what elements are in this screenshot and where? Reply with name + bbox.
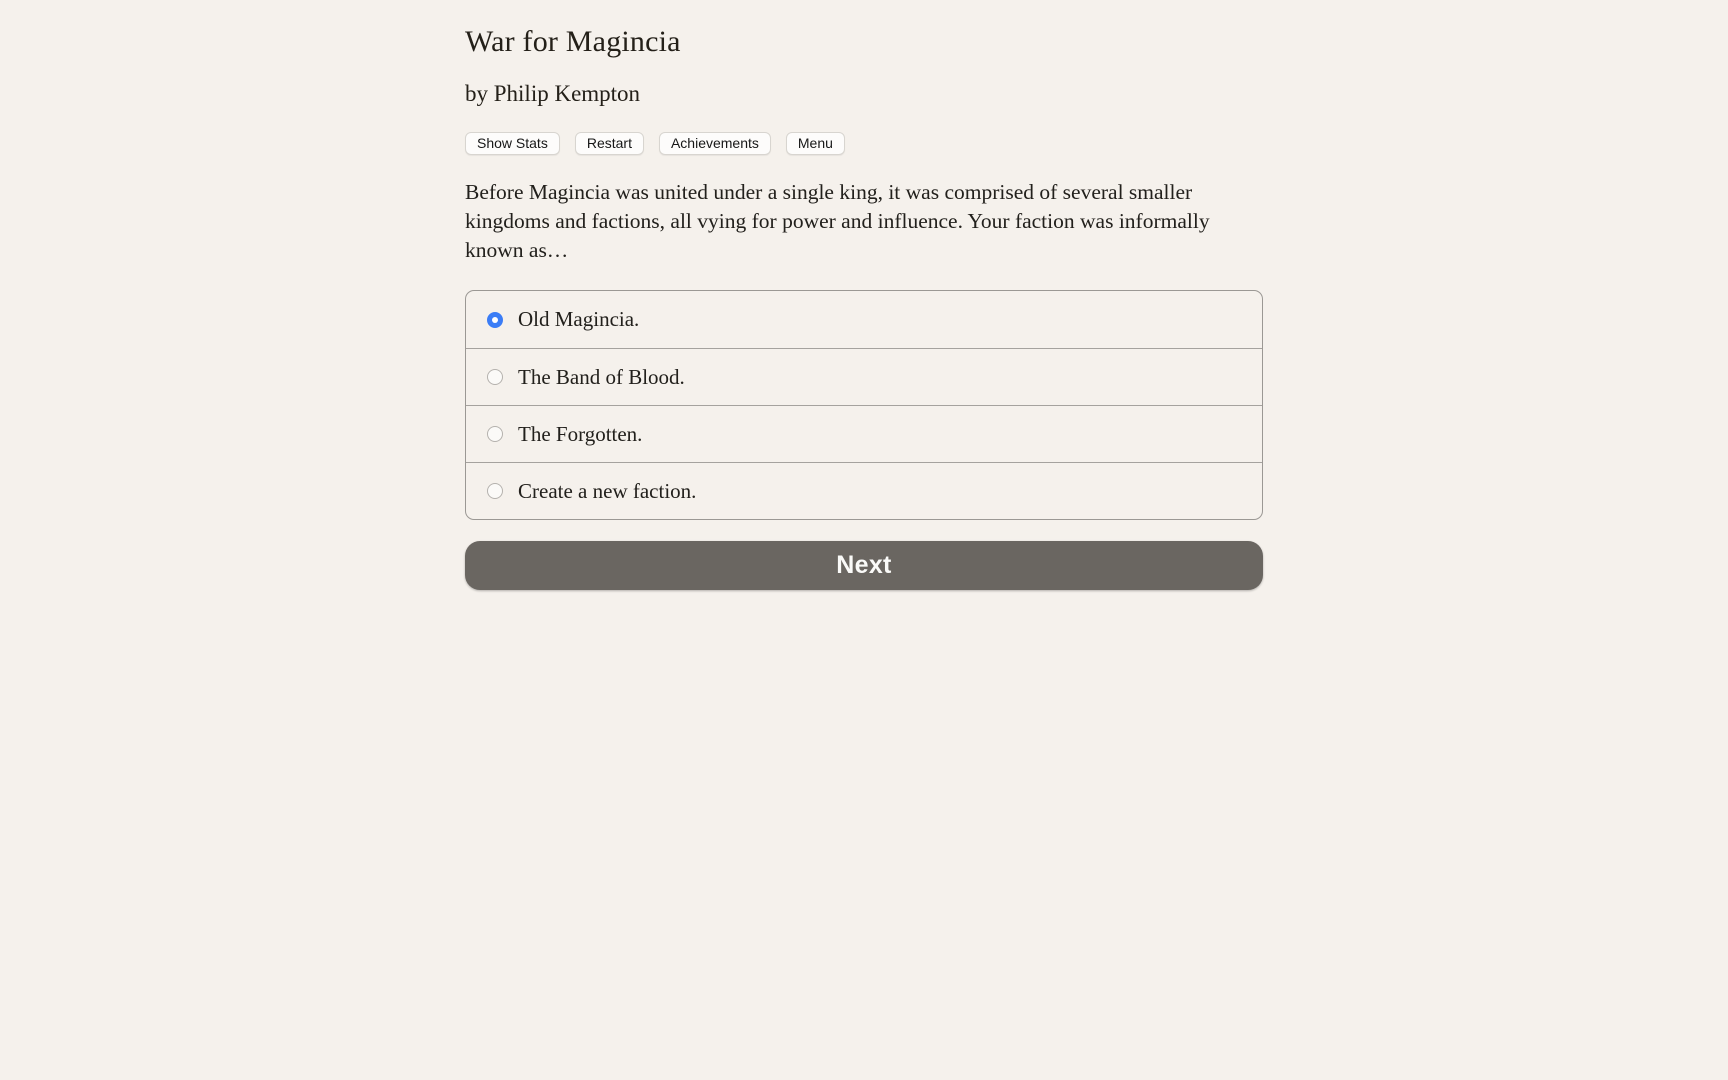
choice-option[interactable] [466,405,1262,462]
choice-option[interactable] [466,291,1262,348]
next-button[interactable]: Next [465,541,1263,590]
radio-button-icon[interactable] [487,312,503,328]
restart-button[interactable]: Restart [575,132,644,155]
author-byline: by Philip Kempton [465,81,641,106]
choices-group [465,290,1263,520]
radio-button-icon[interactable] [487,426,503,442]
toolbar [465,132,1263,155]
menu-button[interactable]: Menu [786,132,845,155]
choice-label: Old Magincia. [518,307,640,331]
choice-label: The Forgotten. [518,421,643,446]
choice-option[interactable] [466,348,1262,405]
choice-label: Create a new faction. [518,478,697,503]
content-column [465,0,1263,590]
page-title: War for Magincia [465,25,681,58]
choice-option[interactable] [466,462,1262,519]
story-paragraph: Before Magincia was united under a single king, it was comprised of several smaller kingdoms and factions, all vying for power and influence. Your faction was informally known as… [465,180,1210,262]
choice-label: The Band of Blood. [518,364,685,389]
radio-button-icon[interactable] [487,369,503,385]
radio-button-icon[interactable] [487,483,503,499]
achievements-button[interactable]: Achievements [659,132,771,155]
show-stats-button[interactable]: Show Stats [465,132,560,155]
